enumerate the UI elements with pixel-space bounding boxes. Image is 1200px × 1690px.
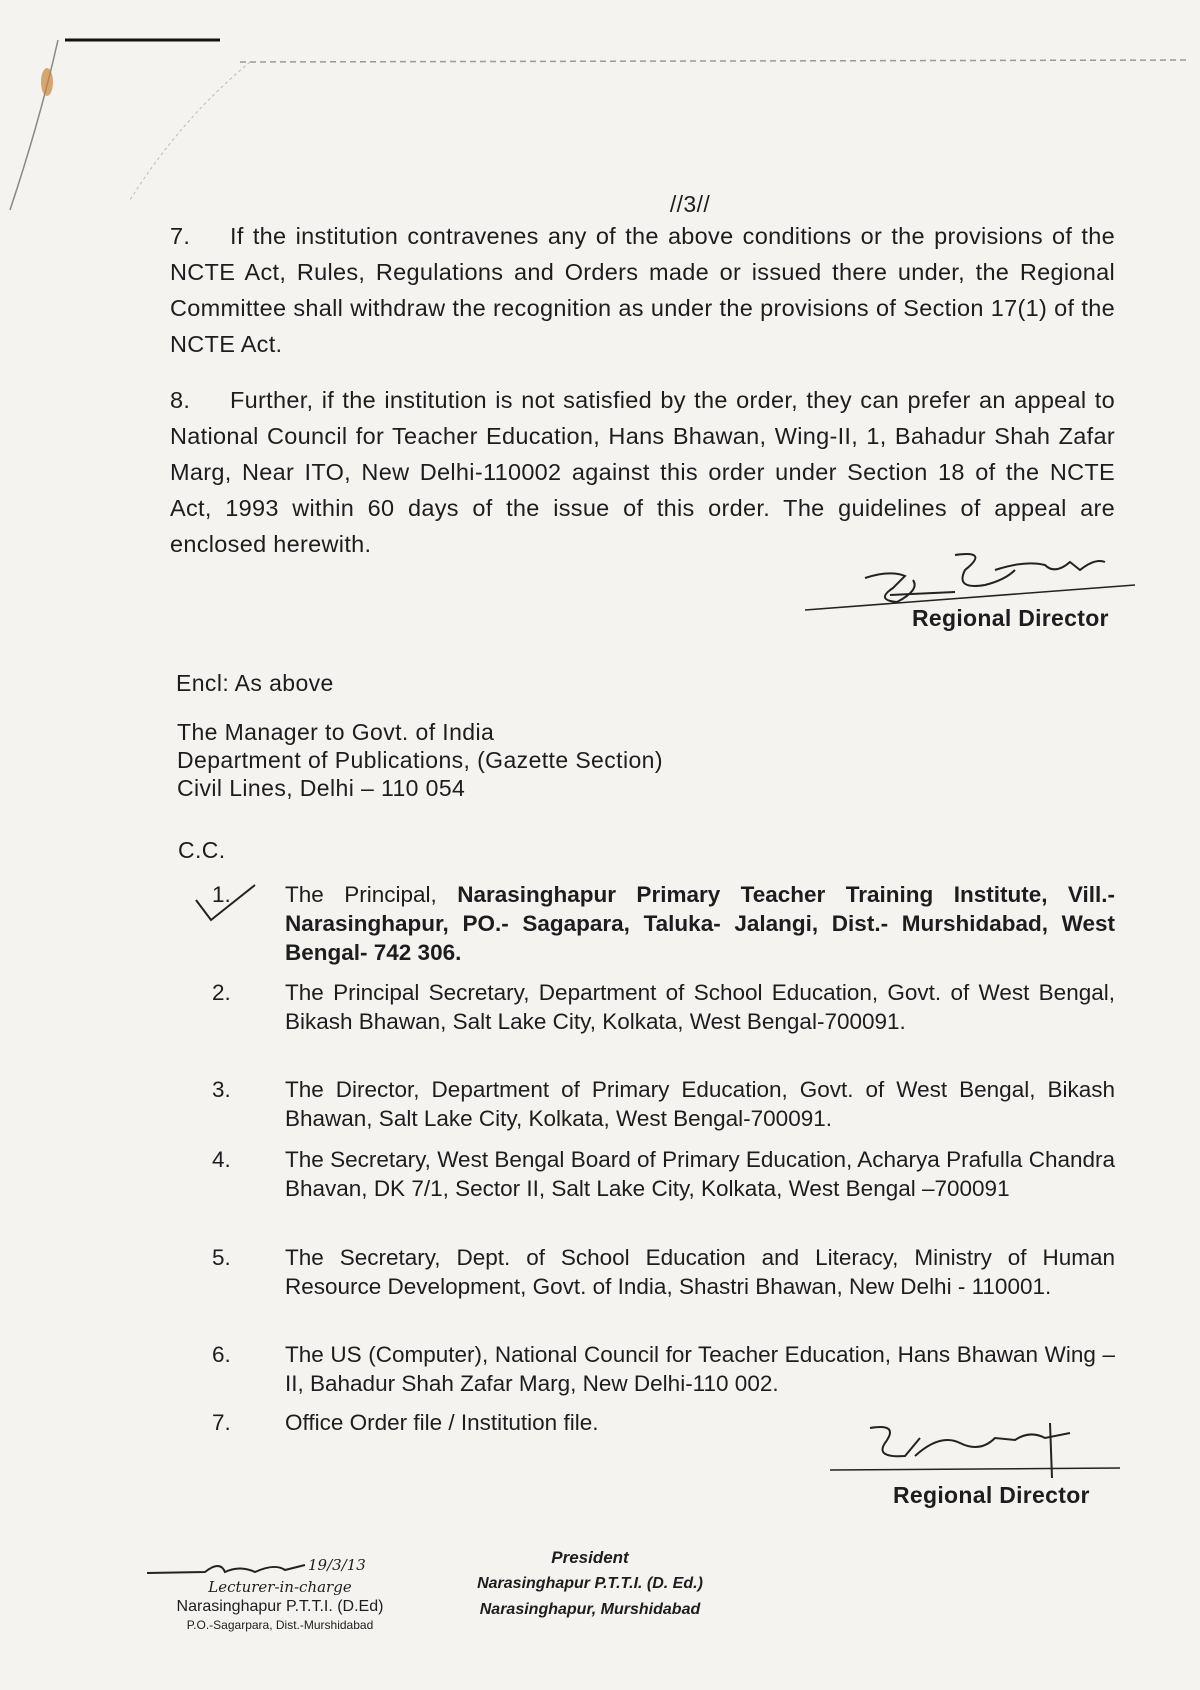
cc-text: The Director, Department of Primary Education, Govt. of West Bengal, Bikash Bhawan, Salt Lake City, Kolkata, West Bengal-700091. (285, 1077, 1115, 1131)
stamp-lecturer (135, 1578, 425, 1635)
cc-number: 6. (212, 1342, 231, 1367)
stamp-address: P.O.-Sagarpara, Dist.-Murshidabad (186, 1618, 374, 1632)
cc-item-5 (200, 1243, 1115, 1301)
cc-text-bold: Narasinghapur Primary Teacher Training Institute, Vill.- Narasinghapur, PO.- Sagapara, Taluka- Jalangi, Dist.- Murshidabad, West Bengal- 742 306. (285, 882, 1115, 965)
cc-item-3 (200, 1075, 1115, 1133)
page-number: //3// (669, 191, 711, 217)
address-line: The Manager to Govt. of India (177, 719, 495, 745)
signatory-title: Regional Director (912, 605, 1109, 631)
stamp-org: Narasinghapur P.T.T.I. (D. Ed.) (477, 1575, 703, 1592)
paragraph-text: If the institution contravenes any of the above conditions or the provisions of the NCTE Act, Rules, Regulations and Orders made or issued there under, the Regional Committee shall withdraw the recognition as under the provisions of Section 17(1) of the NCTE Act. (170, 223, 1115, 357)
cc-label: C.C. (178, 837, 226, 863)
address-block (177, 718, 663, 802)
cc-number: 1. (212, 882, 231, 907)
paragraph-8 (170, 382, 1115, 562)
address-line: Department of Publications, (Gazette Section) (177, 747, 663, 773)
cc-text: The Secretary, Dept. of School Education and Literacy, Ministry of Human Resource Development, Govt. of India, Shastri Bhawan, New Delhi - 110001. (285, 1245, 1115, 1299)
paragraph-7 (170, 218, 1115, 362)
cc-text: Office Order file / Institution file. (285, 1410, 599, 1435)
cc-number: 2. (212, 980, 231, 1005)
cc-text: The US (Computer), National Council for Teacher Education, Hans Bhawan Wing –II, Bahadur Shah Zafar Marg, New Delhi-110 002. (285, 1342, 1115, 1396)
stamp-title: President (551, 1548, 629, 1567)
cc-item-6 (200, 1340, 1115, 1398)
address-line: Civil Lines, Delhi – 110 054 (177, 775, 466, 801)
cc-number: 4. (212, 1147, 231, 1172)
stamp-date: 19/3/13 (308, 1556, 366, 1574)
signatory-title: Regional Director (893, 1482, 1090, 1508)
cc-number: 5. (212, 1245, 231, 1270)
cc-item-2 (200, 978, 1115, 1036)
stamp-address: Narasinghapur, Murshidabad (479, 1601, 701, 1618)
cc-number: 7. (212, 1410, 231, 1435)
cc-text (285, 880, 1115, 967)
stamp-title: Lecturer-in-charge (208, 1578, 352, 1596)
cc-text: The Secretary, West Bengal Board of Primary Education, Acharya Prafulla Chandra Bhavan, DK 7/1, Sector II, Salt Lake City, Kolkata, West Bengal –700091 (285, 1147, 1115, 1201)
paragraph-text: Further, if the institution is not satisfied by the order, they can prefer an appeal to National Council for Teacher Education, Hans Bhawan, Wing-II, 1, Bahadur Shah Zafar Marg, Near ITO, New Delhi-110002 against this order under Section 18 of the NCTE Act, 1993 within 60 days of the issue of this order. The guidelines of appeal are enclosed herewith. (170, 387, 1115, 557)
enclosure-note: Encl: As above (176, 670, 334, 696)
stamp-org: Narasinghapur P.T.T.I. (D.Ed) (176, 1598, 384, 1615)
paragraph-number: 8. (170, 387, 191, 413)
cc-text: The Principal Secretary, Department of School Education, Govt. of West Bengal, Bikash Bhawan, Salt Lake City, Kolkata, West Bengal-700091. (285, 980, 1115, 1034)
cc-text-plain: The Principal, (285, 882, 458, 907)
paragraph-number: 7. (170, 223, 191, 249)
cc-item-1 (200, 880, 1115, 967)
cc-item-4 (200, 1145, 1115, 1203)
cc-number: 3. (212, 1077, 231, 1102)
stamp-president (465, 1545, 715, 1623)
